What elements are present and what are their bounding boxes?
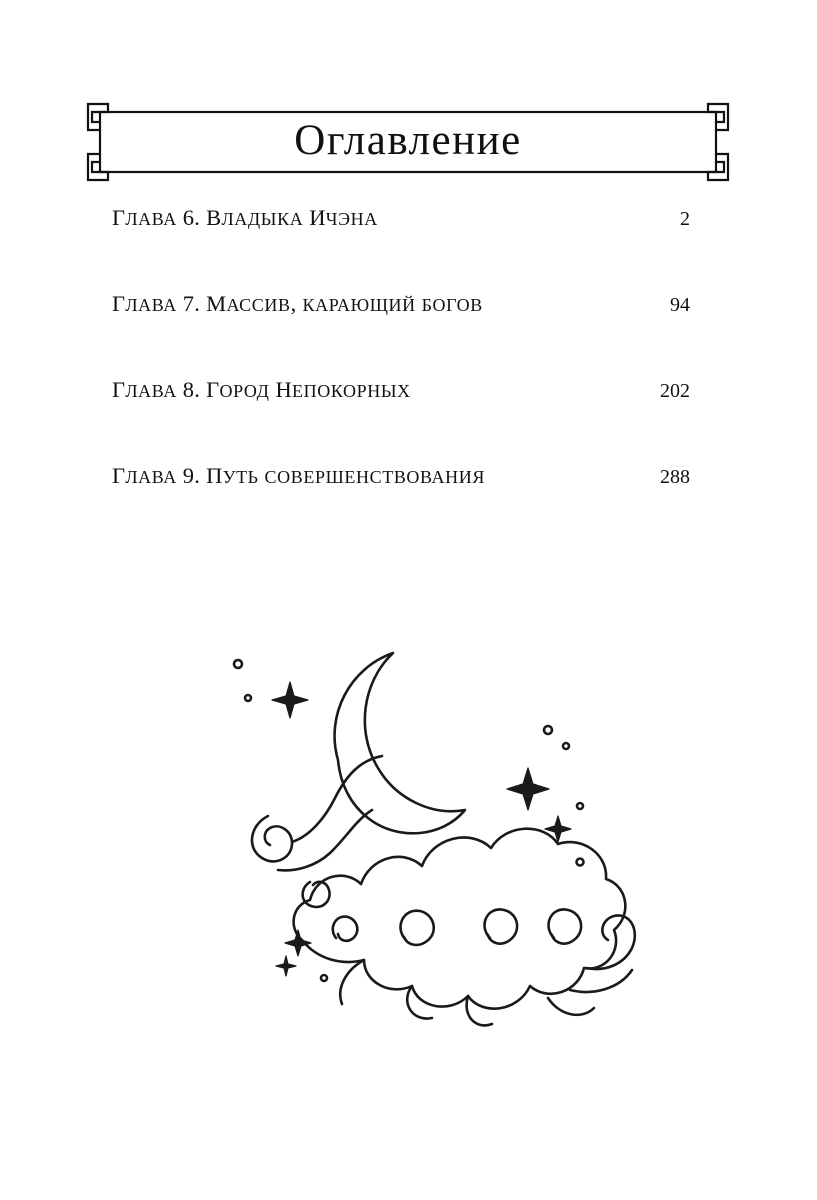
dot-icon [245,695,251,701]
toc-entry-page: 2 [680,208,690,230]
sparkle-icon [272,682,308,718]
dot-icon [234,660,242,668]
toc-entry[interactable] [112,463,690,549]
toc-entry-page: 94 [670,294,690,316]
dot-icon [563,743,569,749]
dot-icon [321,975,327,981]
toc-entry[interactable] [112,205,690,291]
dot-icon [577,859,584,866]
sparkle-icon [545,816,571,842]
toc-entry-label: ГЛАВА 7. МАССИВ, КАРАЮЩИЙ БОГОВ [112,291,483,316]
toc-entry-page: 288 [660,466,690,488]
sparkle-icon [507,768,549,810]
toc-entry-label: ГЛАВА 8. ГОРОД НЕПОКОРНЫХ [112,377,411,402]
dot-icon [577,803,583,809]
crescent-moon-clouds-illustration [150,620,650,1040]
table-of-contents [112,205,690,549]
sparkle-icon [276,956,296,976]
illustration-svg [150,620,650,1040]
crescent-moon-icon [335,653,465,833]
toc-entry-page: 202 [660,380,690,402]
title-banner [78,100,738,184]
toc-entry[interactable] [112,291,690,377]
toc-entry[interactable] [112,377,690,463]
dot-icon [544,726,552,734]
toc-entry-label: ГЛАВА 9. ПУТЬ СОВЕРШЕНСТВОВАНИЯ [112,463,485,488]
sparkle-icon [285,930,311,956]
page-title: Оглавление [294,116,522,164]
toc-entry-label: ГЛАВА 6. ВЛАДЫКА ИЧЭНА [112,205,378,230]
